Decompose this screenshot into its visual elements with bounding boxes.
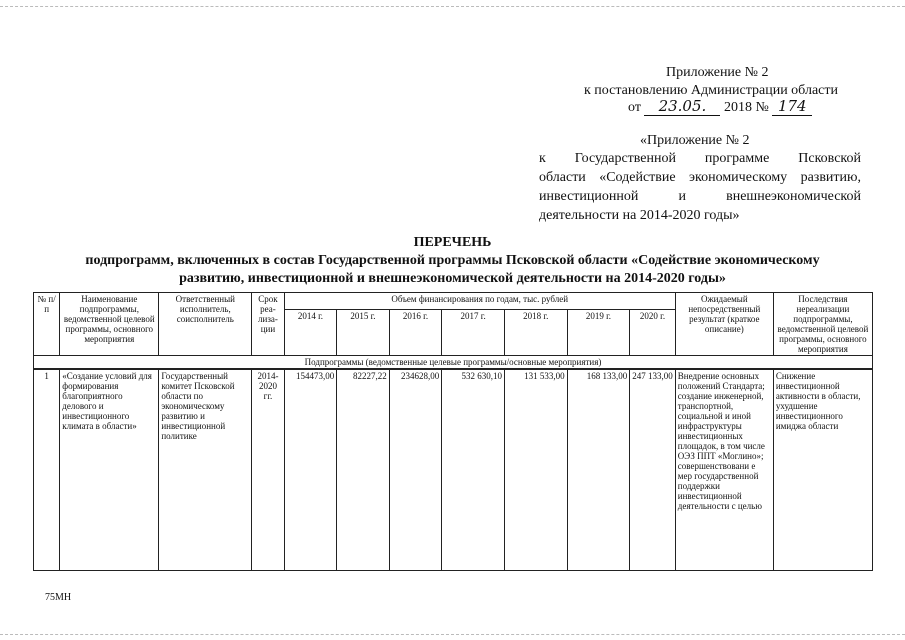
header-year: 2017 г. xyxy=(442,310,505,356)
ot-label: от xyxy=(628,100,641,115)
cell-value: 247 133,00 xyxy=(630,369,676,571)
header-year: 2018 г. xyxy=(504,310,567,356)
header-year: 2016 г. xyxy=(389,310,442,356)
appendix2-line: к Государственной программе Псковской xyxy=(539,151,861,166)
appendix2-text xyxy=(539,149,861,225)
appendix-date-line xyxy=(628,98,812,116)
cell-value: 168 133,00 xyxy=(567,369,630,571)
cell-value: 532 630,10 xyxy=(442,369,505,571)
title-sub1: подпрограмм, включенных в состав Государственной программы Псковской области «Содействие экономическому xyxy=(85,253,820,268)
document-title xyxy=(20,234,885,288)
header-consequences: Последствия нереализации подпрограммы, ведомственной целевой программы, основного мероприятия xyxy=(773,293,872,356)
cell-value: 234628,00 xyxy=(389,369,442,571)
cell-value: 131 533,00 xyxy=(504,369,567,571)
title-main: ПЕРЕЧЕНЬ xyxy=(413,235,492,250)
cell-executor: Государственный комитет Псковской области по экономическому развитию и инвестиционной политике xyxy=(159,369,252,571)
cell-consequences: Снижение инвестиционной активности в области, ухудшение инвестиционного имиджа области xyxy=(773,369,872,571)
subprograms-table xyxy=(33,292,873,571)
cell-num: 1 xyxy=(34,369,60,571)
table-row xyxy=(34,369,873,571)
header-year: 2019 г. xyxy=(567,310,630,356)
header-funding: Объем финансирования по годам, тыс. рублей xyxy=(284,293,675,310)
cell-result: Внедрение основных положений Стандарта; создание инженерной, транспортной, социальной и иной инфраструктуры инвестиционных площадок, в том числе ОЭЗ ППТ «Моглино»; совершенствовани е мер государственной поддержки инвестиционной деятельности с целью xyxy=(675,369,773,571)
date-handwritten: 23.05. xyxy=(644,98,720,116)
header-year: 2020 г. xyxy=(630,310,676,356)
header-row xyxy=(34,293,873,310)
appendix2-line: деятельности на 2014-2020 годы» xyxy=(539,208,740,223)
header-year: 2014 г. xyxy=(284,310,337,356)
header-year: 2015 г. xyxy=(337,310,390,356)
header-result: Ожидаемый непосредственный результат (краткое описание) xyxy=(675,293,773,356)
section-label: Подпрограммы (ведомственные целевые программы/основные мероприятия) xyxy=(34,356,873,370)
cell-term: 2014-2020 гг. xyxy=(252,369,284,571)
header-executor: Ответственный исполнитель, соисполнитель xyxy=(159,293,252,356)
appendix2-line: области «Содействие экономическому развитию, xyxy=(539,170,861,185)
header-num: № п/п xyxy=(34,293,60,356)
cell-value: 82227,22 xyxy=(337,369,390,571)
header-term: Срок реа-лиза-ции xyxy=(252,293,284,356)
section-row xyxy=(34,356,873,370)
number-handwritten: 174 xyxy=(772,98,812,116)
cell-value: 154473,00 xyxy=(284,369,337,571)
top-scan-edge xyxy=(0,6,905,7)
appendix2-line1: «Приложение № 2 xyxy=(640,133,750,148)
appendix2-line: инвестиционной и внешнеэкономической xyxy=(539,189,861,204)
appendix-line2: к постановлению Администрации области xyxy=(584,83,838,98)
header-name: Наименование подпрограммы, ведомственной целевой программы, основного мероприятия xyxy=(60,293,159,356)
bottom-scan-edge xyxy=(0,634,905,635)
footer-code: 75МН xyxy=(45,592,72,603)
appendix-line1: Приложение № 2 xyxy=(666,65,769,80)
title-sub2: развитию, инвестиционной и внешнеэкономической деятельности на 2014-2020 годы» xyxy=(179,271,726,286)
cell-name: «Создание условий для формирования благоприятного делового и инвестиционного климата в области» xyxy=(60,369,159,571)
year-label: 2018 № xyxy=(723,100,769,115)
